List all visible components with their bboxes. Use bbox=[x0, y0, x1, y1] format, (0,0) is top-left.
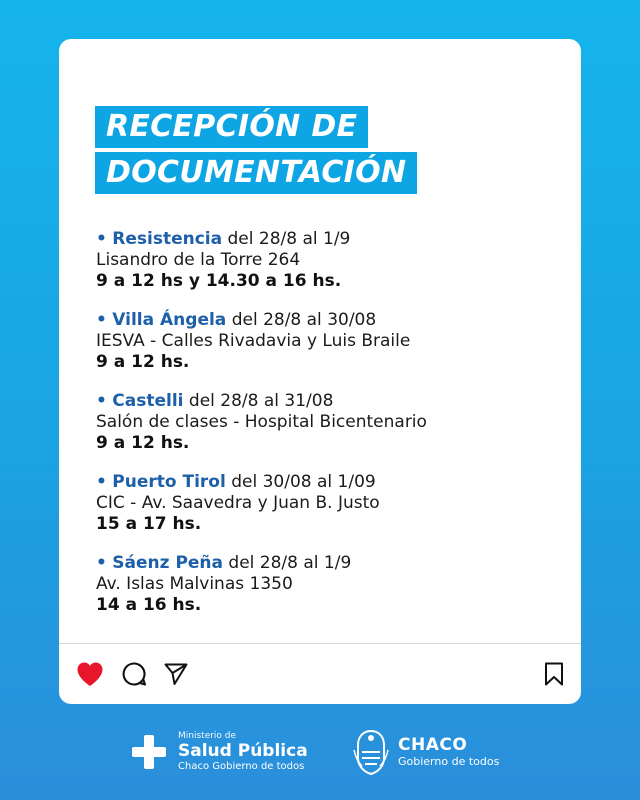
title-line-1: RECEPCIÓN DE bbox=[95, 106, 368, 148]
send-icon bbox=[163, 661, 189, 687]
post-card bbox=[59, 39, 581, 704]
bullet: • bbox=[96, 472, 107, 492]
ministry-tagline: Chaco Gobierno de todos bbox=[178, 761, 305, 772]
location-dates: del 28/8 al 30/08 bbox=[231, 310, 377, 330]
province-seal-icon bbox=[352, 728, 390, 776]
location-hours: 9 a 12 hs y 14.30 a 16 hs. bbox=[96, 271, 342, 291]
location-address: IESVA - Calles Rivadavia y Luis Braile bbox=[96, 331, 411, 351]
location-address: Av. Islas Malvinas 1350 bbox=[96, 574, 293, 594]
bookmark-icon bbox=[543, 661, 565, 687]
comment-button[interactable] bbox=[119, 659, 149, 689]
location-city: Castelli bbox=[112, 391, 184, 411]
post-actions-bar bbox=[59, 657, 581, 693]
location-city: Villa Ángela bbox=[112, 310, 227, 330]
location-dates: del 30/08 al 1/09 bbox=[231, 472, 376, 492]
ministry-small-label: Ministerio de bbox=[178, 731, 237, 741]
location-dates: del 28/8 al 1/9 bbox=[227, 229, 351, 249]
chaco-name: CHACO bbox=[398, 735, 468, 755]
location-city: Resistencia bbox=[112, 229, 223, 249]
location-hours: 14 a 16 hs. bbox=[96, 595, 202, 615]
location-item-castelli bbox=[96, 391, 566, 454]
like-button[interactable] bbox=[75, 659, 105, 689]
bullet: • bbox=[96, 553, 107, 573]
location-city: Puerto Tirol bbox=[112, 472, 226, 492]
bullet: • bbox=[96, 229, 107, 249]
ministry-name: Salud Pública bbox=[178, 741, 308, 761]
location-item-resistencia bbox=[96, 229, 566, 292]
location-dates: del 28/8 al 31/08 bbox=[188, 391, 334, 411]
heart-icon bbox=[76, 661, 104, 687]
location-hours: 9 a 12 hs. bbox=[96, 352, 190, 372]
location-address: Lisandro de la Torre 264 bbox=[96, 250, 301, 270]
bullet: • bbox=[96, 310, 107, 330]
location-dates: del 28/8 al 1/9 bbox=[228, 553, 352, 573]
location-address: Salón de clases - Hospital Bicentenario bbox=[96, 412, 427, 432]
location-item-villa-angela bbox=[96, 310, 566, 373]
location-city: Sáenz Peña bbox=[112, 553, 224, 573]
medical-cross-icon bbox=[130, 733, 168, 771]
footer-logos bbox=[0, 724, 640, 780]
divider bbox=[59, 643, 581, 644]
location-item-puerto-tirol bbox=[96, 472, 566, 535]
comment-icon bbox=[121, 661, 147, 687]
location-item-saenz-pena bbox=[96, 553, 566, 616]
save-button[interactable] bbox=[539, 659, 569, 689]
location-hours: 9 a 12 hs. bbox=[96, 433, 190, 453]
ministry-logo bbox=[130, 724, 308, 780]
share-button[interactable] bbox=[161, 659, 191, 689]
bullet: • bbox=[96, 391, 107, 411]
location-address: CIC - Av. Saavedra y Juan B. Justo bbox=[96, 493, 380, 513]
title-line-2: DOCUMENTACIÓN bbox=[95, 152, 417, 194]
chaco-logo bbox=[352, 724, 499, 780]
chaco-tagline: Gobierno de todos bbox=[398, 755, 500, 768]
post-title bbox=[95, 106, 417, 194]
locations-list bbox=[96, 229, 566, 634]
location-hours: 15 a 17 hs. bbox=[96, 514, 202, 534]
